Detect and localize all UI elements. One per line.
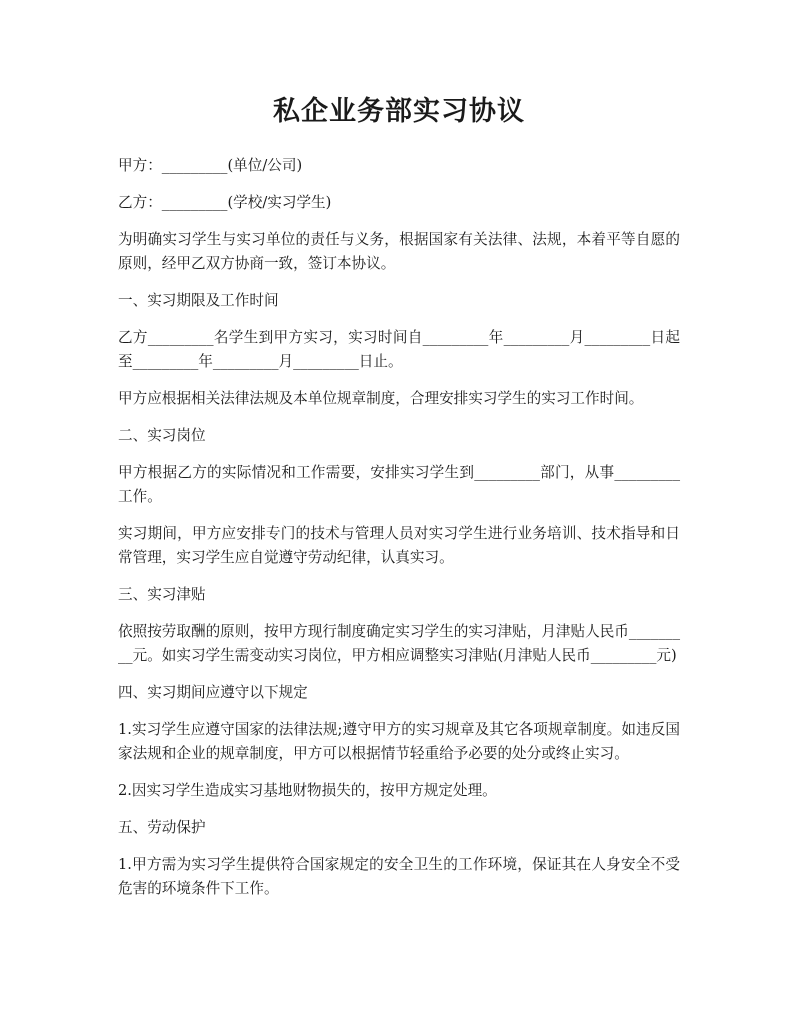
section-paragraph: 依照按劳取酬的原则，按甲方现行制度确定实习学生的实习津贴，月津贴人民币_________元。如实习学生需变动实习岗位，甲方相应调整实习津贴(月津贴人民币_________元)	[118, 623, 680, 664]
section-paragraph: 1.甲方需为实习学生提供符合国家规定的安全卫生的工作环境，保证其在人身安全不受危害的环境条件下工作。	[118, 856, 680, 897]
party-b-line: 乙方：_________(学校/实习学生)	[118, 194, 332, 211]
document-title: 私企业务部实习协议	[273, 96, 525, 127]
section-heading: 四、实习期间应遵守以下规定	[118, 684, 308, 701]
section-heading: 二、实习岗位	[118, 427, 206, 444]
section-paragraph: 甲方根据乙方的实际情况和工作需要，安排实习学生到_________部门，从事_________工作。	[118, 464, 680, 505]
section-heading: 三、实习津贴	[118, 586, 206, 603]
section-heading: 一、实习期限及工作时间	[118, 292, 279, 309]
section-internship-position	[118, 424, 680, 570]
section-internship-rules	[118, 681, 680, 803]
party-a-line: 甲方：_________(单位/公司)	[118, 157, 303, 174]
section-paragraph: 乙方_________名学生到甲方实习，实习时间自_________年_________月_________日起至_________年_________月_________日止。	[118, 329, 680, 370]
section-internship-period	[118, 289, 680, 411]
section-paragraph: 甲方应根据相关法律法规及本单位规章制度，合理安排实习学生的实习工作时间。	[118, 390, 644, 407]
section-internship-allowance	[118, 583, 680, 668]
section-heading: 五、劳动保护	[118, 819, 206, 836]
section-paragraph: 2.因实习学生造成实习基地财物损失的，按甲方规定处理。	[118, 782, 497, 799]
document-page	[118, 92, 680, 914]
intro-paragraph: 为明确实习学生与实习单位的责任与义务，根据国家有关法律、法规，本着平等自愿的原则，经甲乙双方协商一致，签订本协议。	[118, 231, 680, 272]
section-paragraph: 1.实习学生应遵守国家的法律法规;遵守甲方的实习规章及其它各项规章制度。如违反国家法规和企业的规章制度，甲方可以根据情节轻重给予必要的处分或终止实习。	[118, 721, 680, 762]
section-paragraph: 实习期间，甲方应安排专门的技术与管理人员对实习学生进行业务培训、技术指导和日常管理，实习学生应自觉遵守劳动纪律，认真实习。	[118, 525, 680, 566]
section-labor-protection	[118, 816, 680, 901]
